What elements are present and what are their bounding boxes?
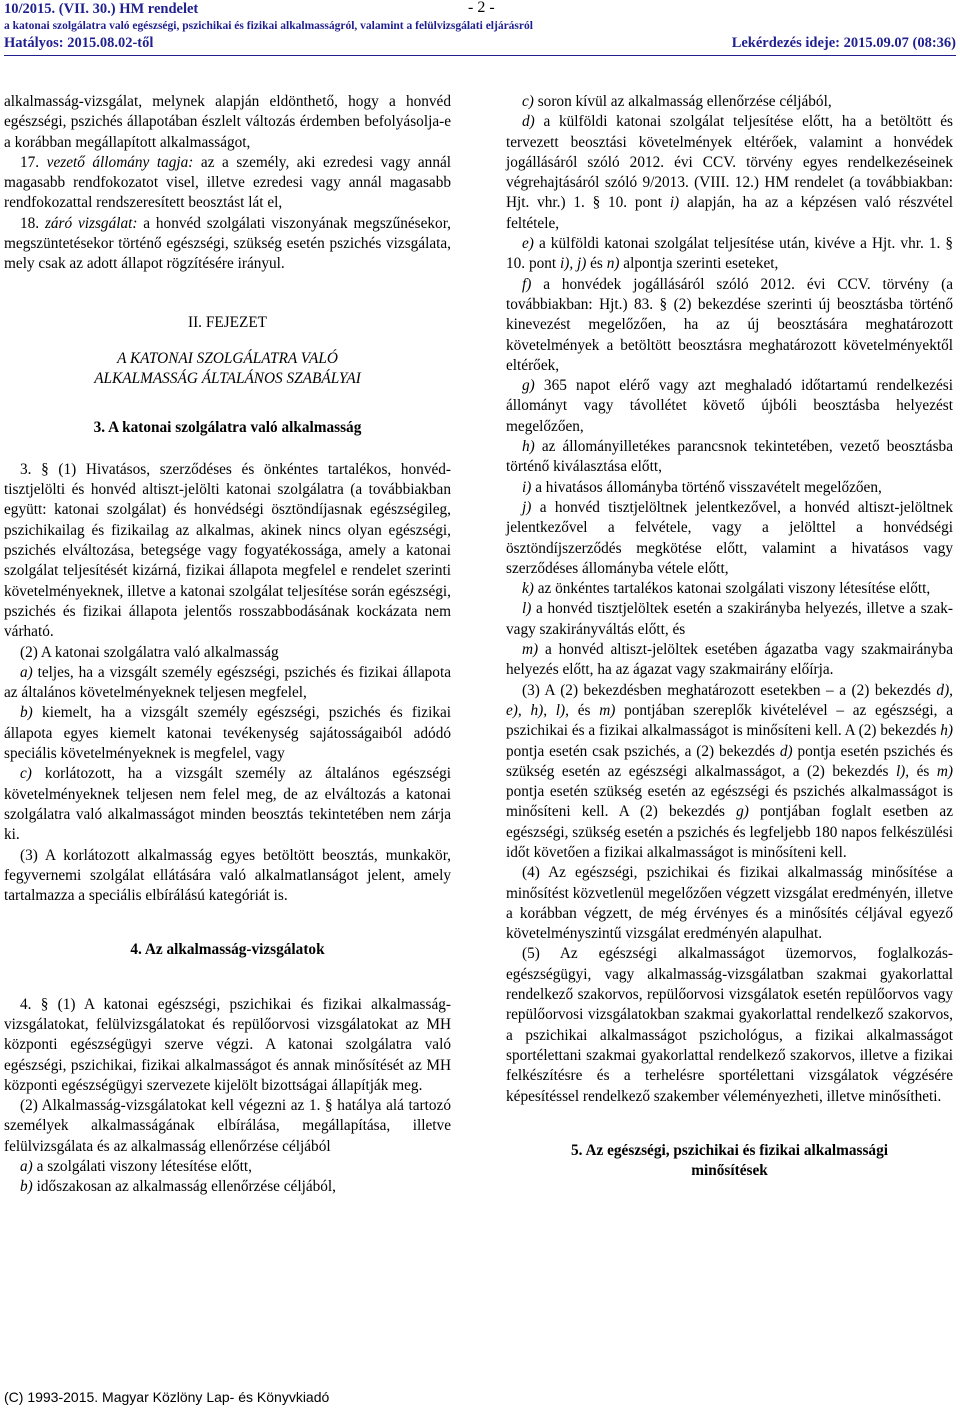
point-a: a) a szolgálati viszony létesítése előtt, <box>20 1158 252 1176</box>
point-d: d) a külföldi katonai szolgálat teljesítése előtt, ha a betöltött és tervezett beosztási követelmények eltérőek, valamint a honvédek jogállásáról szóló 2012. évi CCV. törvény egyes rendelkezéseinek végrehajtásáról szóló 9/2013. (VIII. 12.) HM rendelet (a továbbiakban: Hjt. vhr.) 1. § 10. pont i) alapján, ha az a képzésen való részvétel feltétele, <box>506 113 953 232</box>
point-c: c) soron kívül az alkalmasság ellenőrzése céljából, <box>522 93 832 110</box>
effective-date: Hatályos: 2015.08.02-től <box>4 35 154 51</box>
right-column <box>506 92 953 1181</box>
section-heading: 3. A katonai szolgálatra való alkalmasság <box>93 418 362 436</box>
chapter-title: A KATONAI SZOLGÁLATRA VALÓ ALKALMASSÁG ÁLTALÁNOS SZABÁLYAI <box>94 349 361 388</box>
header-rule <box>4 55 956 56</box>
paragraph-3-1: 3. § (1) Hivatásos, szerződéses és önkéntes tartalékos, honvéd-tisztjelölti és honvéd altiszt-jelölti katonai szolgálatra (a továbbiakban együtt: katonai szolgálat) és honvédségi ösztöndíjasnak egészségileg, pszichikailag és fizikailag az alkalmas, akinek nincs olyan egészségi, pszichés elváltozása, betegsége vagy fogyatékossága, amely a katonai szolgálat teljesítését kizárná, fizikai állapota megfelel e rendelet szerinti követelményeknek, illetve a katonai szolgálat teljesítése során egészségi, pszichés és fizikai állapota jelentős rosszabbodásának kockázata nem várható. <box>4 460 451 641</box>
paragraph-4-3: (3) A (2) bekezdésben meghatározott esetekben – a (2) bekezdés d), e), h), l), és m) pontjában szereplők kivételével – az egészségi, a pszichikai és a fizikai alkalmasságot is minősíteni kell. A (2) bekezdés h) pontja esetén csak pszichés, a (2) bekezdés d) pontja esetén pszichés és szükség esetén az egészségi alkalmasságot, a (2) bekezdés l), és m) pontja esetén szükség esetén az egészségi és pszichés alkalmasságot is minősíteni kell. A (2) bekezdés g) pontjában foglalt esetben az egészségi, szükség esetén a pszichés és legfeljebb 180 napos felkészülési időt követően a fizikai alkalmasságot is minősíteni kell. <box>506 681 954 861</box>
section-heading: 5. Az egészségi, pszichikai és fizikai alkalmassági minősítések <box>571 1141 888 1180</box>
paragraph: alkalmasság-vizsgálat, melynek alapján eldönthető, hogy a honvéd egészségi, pszichés állapotában észlelt változás érdemben befolyásolja-e a korábban megállapított alkalmasságot, <box>4 93 451 151</box>
point-b: b) kiemelt, ha a vizsgált személy egészségi, pszichés és fizikai állapota egyes kiemelt katonai tevékenység sajátosságaiból adódó speciális követelményeknek is megfelel, vagy <box>4 704 452 763</box>
point-e: e) a külföldi katonai szolgálat teljesítése után, kivéve a Hjt. vhr. 1. § 10. pont i), j) és n) alpontja szerinti eseteket, <box>506 235 954 273</box>
point-l: l) a honvéd tisztjelöltek esetén a szakirányba helyezés, illetve a szak- vagy szakirányváltás előtt, és <box>506 600 953 638</box>
paragraph-3-3: (3) A korlátozott alkalmasság egyes betöltött beosztás, munkakör, fegyvernemi szolgálat ellátására való alkalmatlanságot jelent, amely tartalmazza a speciális elbírálású kategóriát is. <box>4 846 451 905</box>
chapter-number: II. FEJEZET <box>187 313 268 331</box>
section-heading: 4. Az alkalmasság-vizsgálatok <box>130 941 325 959</box>
copyright-footer: (C) 1993-2015. Magyar Közlöny Lap- és Könyvkiadó <box>4 1389 330 1405</box>
point-f: f) a honvédek jogállásáról szóló 2012. évi CCV. törvény (a továbbiakban: Hjt.) 83. § (2) bekezdése szerinti új beosztásba történő kinevezést megelőzően, ha az új beosztására meghatározott követelmények a betöltött beosztásra meghatározott követelményektől eltérőek, <box>506 275 953 374</box>
query-time: Lekérdezés ideje: 2015.09.07 (08:36) <box>731 35 956 51</box>
point-k: k) az önkéntes tartalékos katonai szolgálati viszony létesítése előtt, <box>522 580 931 598</box>
point-g: g) 365 napot elérő vagy azt meghaladó időtartamú rendelkezési állományt vagy távollétet követő újbóli beosztásba helyezést megelőzően, <box>506 377 953 435</box>
point-b: b) időszakosan az alkalmasság ellenőrzése céljából, <box>20 1178 337 1196</box>
point-a: a) teljes, ha a vizsgált személy egészségi, pszichés és fizikai állapota az általános követelményeknek teljesen megfelel, <box>4 663 451 702</box>
regulation-title: 10/2015. (VII. 30.) HM rendelet <box>4 1 199 17</box>
paragraph-4-5: (5) Az egészségi alkalmasságot üzemorvos, foglalkozás-egészségügyi, vagy alkalmasság-vizsgálatban szakmai gyakorlattal rendelkező szakorvos, repülőorvosi vizsgálatok esetén repülőorvos vagy repülőorvosi vizsgálatokban szakmai gyakorlattal rendelkező szakorvos, a pszichikai alkalmasságot pszichológus, a fizikai alkalmasságot sportélettani szakmai gyakorlattal rendelkező szakorvos, illetve a fizikai felkészítésre és a terhelésre sportélettani vizsgálatok végzésére képesítéssel rendelkező szakember véleményezheti, illetve minősítheti. <box>506 945 953 1105</box>
header-dates <box>4 35 956 52</box>
paragraph-4-2: (2) Alkalmasság-vizsgálatokat kell végezni az 1. § hatálya alá tartozó személyek alkalmasságának elbírálása, megállapítása, illetve felülvizsgálata és az alkalmasság ellenőrzése céljából <box>4 1097 451 1155</box>
left-column <box>4 92 451 1198</box>
point-j: j) a honvéd tisztjelöltnek jelentkezővel, a honvéd altiszt-jelöltnek jelentkezővel a felvétele, vagy a jelölttel a honvédségi ösztöndíjszerződés megkötése előtt, valamint a hivatásos vagy szerződéses állományba vétele előtt, <box>506 498 953 577</box>
point-m: m) a honvéd altiszt-jelöltek esetében ágazatba vagy szakmairányba helyezés előtt, ha az ágazat vagy szakmairány előírja. <box>506 641 953 679</box>
point-i: i) a hivatásos állományba történő visszavételt megelőzően, <box>522 478 882 496</box>
regulation-subtitle: a katonai szolgálatra való egészségi, pszichikai és fizikai alkalmasságról, valamint a felülvizsgálati eljárásról <box>4 20 533 32</box>
point-h: h) az állományilletékes parancsnok tekintetében, vezető beosztásba történő kiválasztása előtt, <box>506 438 953 476</box>
page-number: - 2 - <box>468 0 495 16</box>
definition-17: 17. vezető állomány tagja: az a személy, aki ezredesi vagy annál magasabb rendfokozatot visel, illetve ezredesi vagy annál magasabb rendfokozattal rendszeresített beosztást lát el, <box>4 153 452 212</box>
definition-18: 18. záró vizsgálat: a honvéd szolgálati viszonyának megszűnésekor, megszüntetésekor történő egészségi, szükség esetén pszichés vizsgálata, mely csak az adott állapot rögzítésére irányul. <box>4 214 451 273</box>
paragraph-4-4: (4) Az egészségi, pszichikai és fizikai alkalmasság minősítése a minősítést közvetlenül megelőzően végzett vizsgálat eredményén, illetve a korábban végzett, de még érvényes és a minősítés céljával egyező követelményszintű vizsgálat eredményén alapulhat. <box>506 864 953 943</box>
paragraph-3-2: (2) A katonai szolgálatra való alkalmasság <box>20 643 279 661</box>
paragraph-4-1: 4. § (1) A katonai egészségi, pszichikai és fizikai alkalmasság-vizsgálatokat, felülvizsgálatokat és repülőorvosi vizsgálatokat az MH központi egészségügyi szerve végzi. A katonai szolgálatra való egészségi, pszichikai, fizikai alkalmasságot és annak minősítését az MH központi egészségügyi szervezete kijelölt bizottságai állapítják meg. <box>4 995 451 1094</box>
point-c: c) korlátozott, ha a vizsgált személy az általános egészségi követelményeknek teljesen nem felel meg, de az elváltozás a katonai szolgálatra való alkalmasságot minden beosztás tekintetében nem zárja ki. <box>4 765 452 844</box>
